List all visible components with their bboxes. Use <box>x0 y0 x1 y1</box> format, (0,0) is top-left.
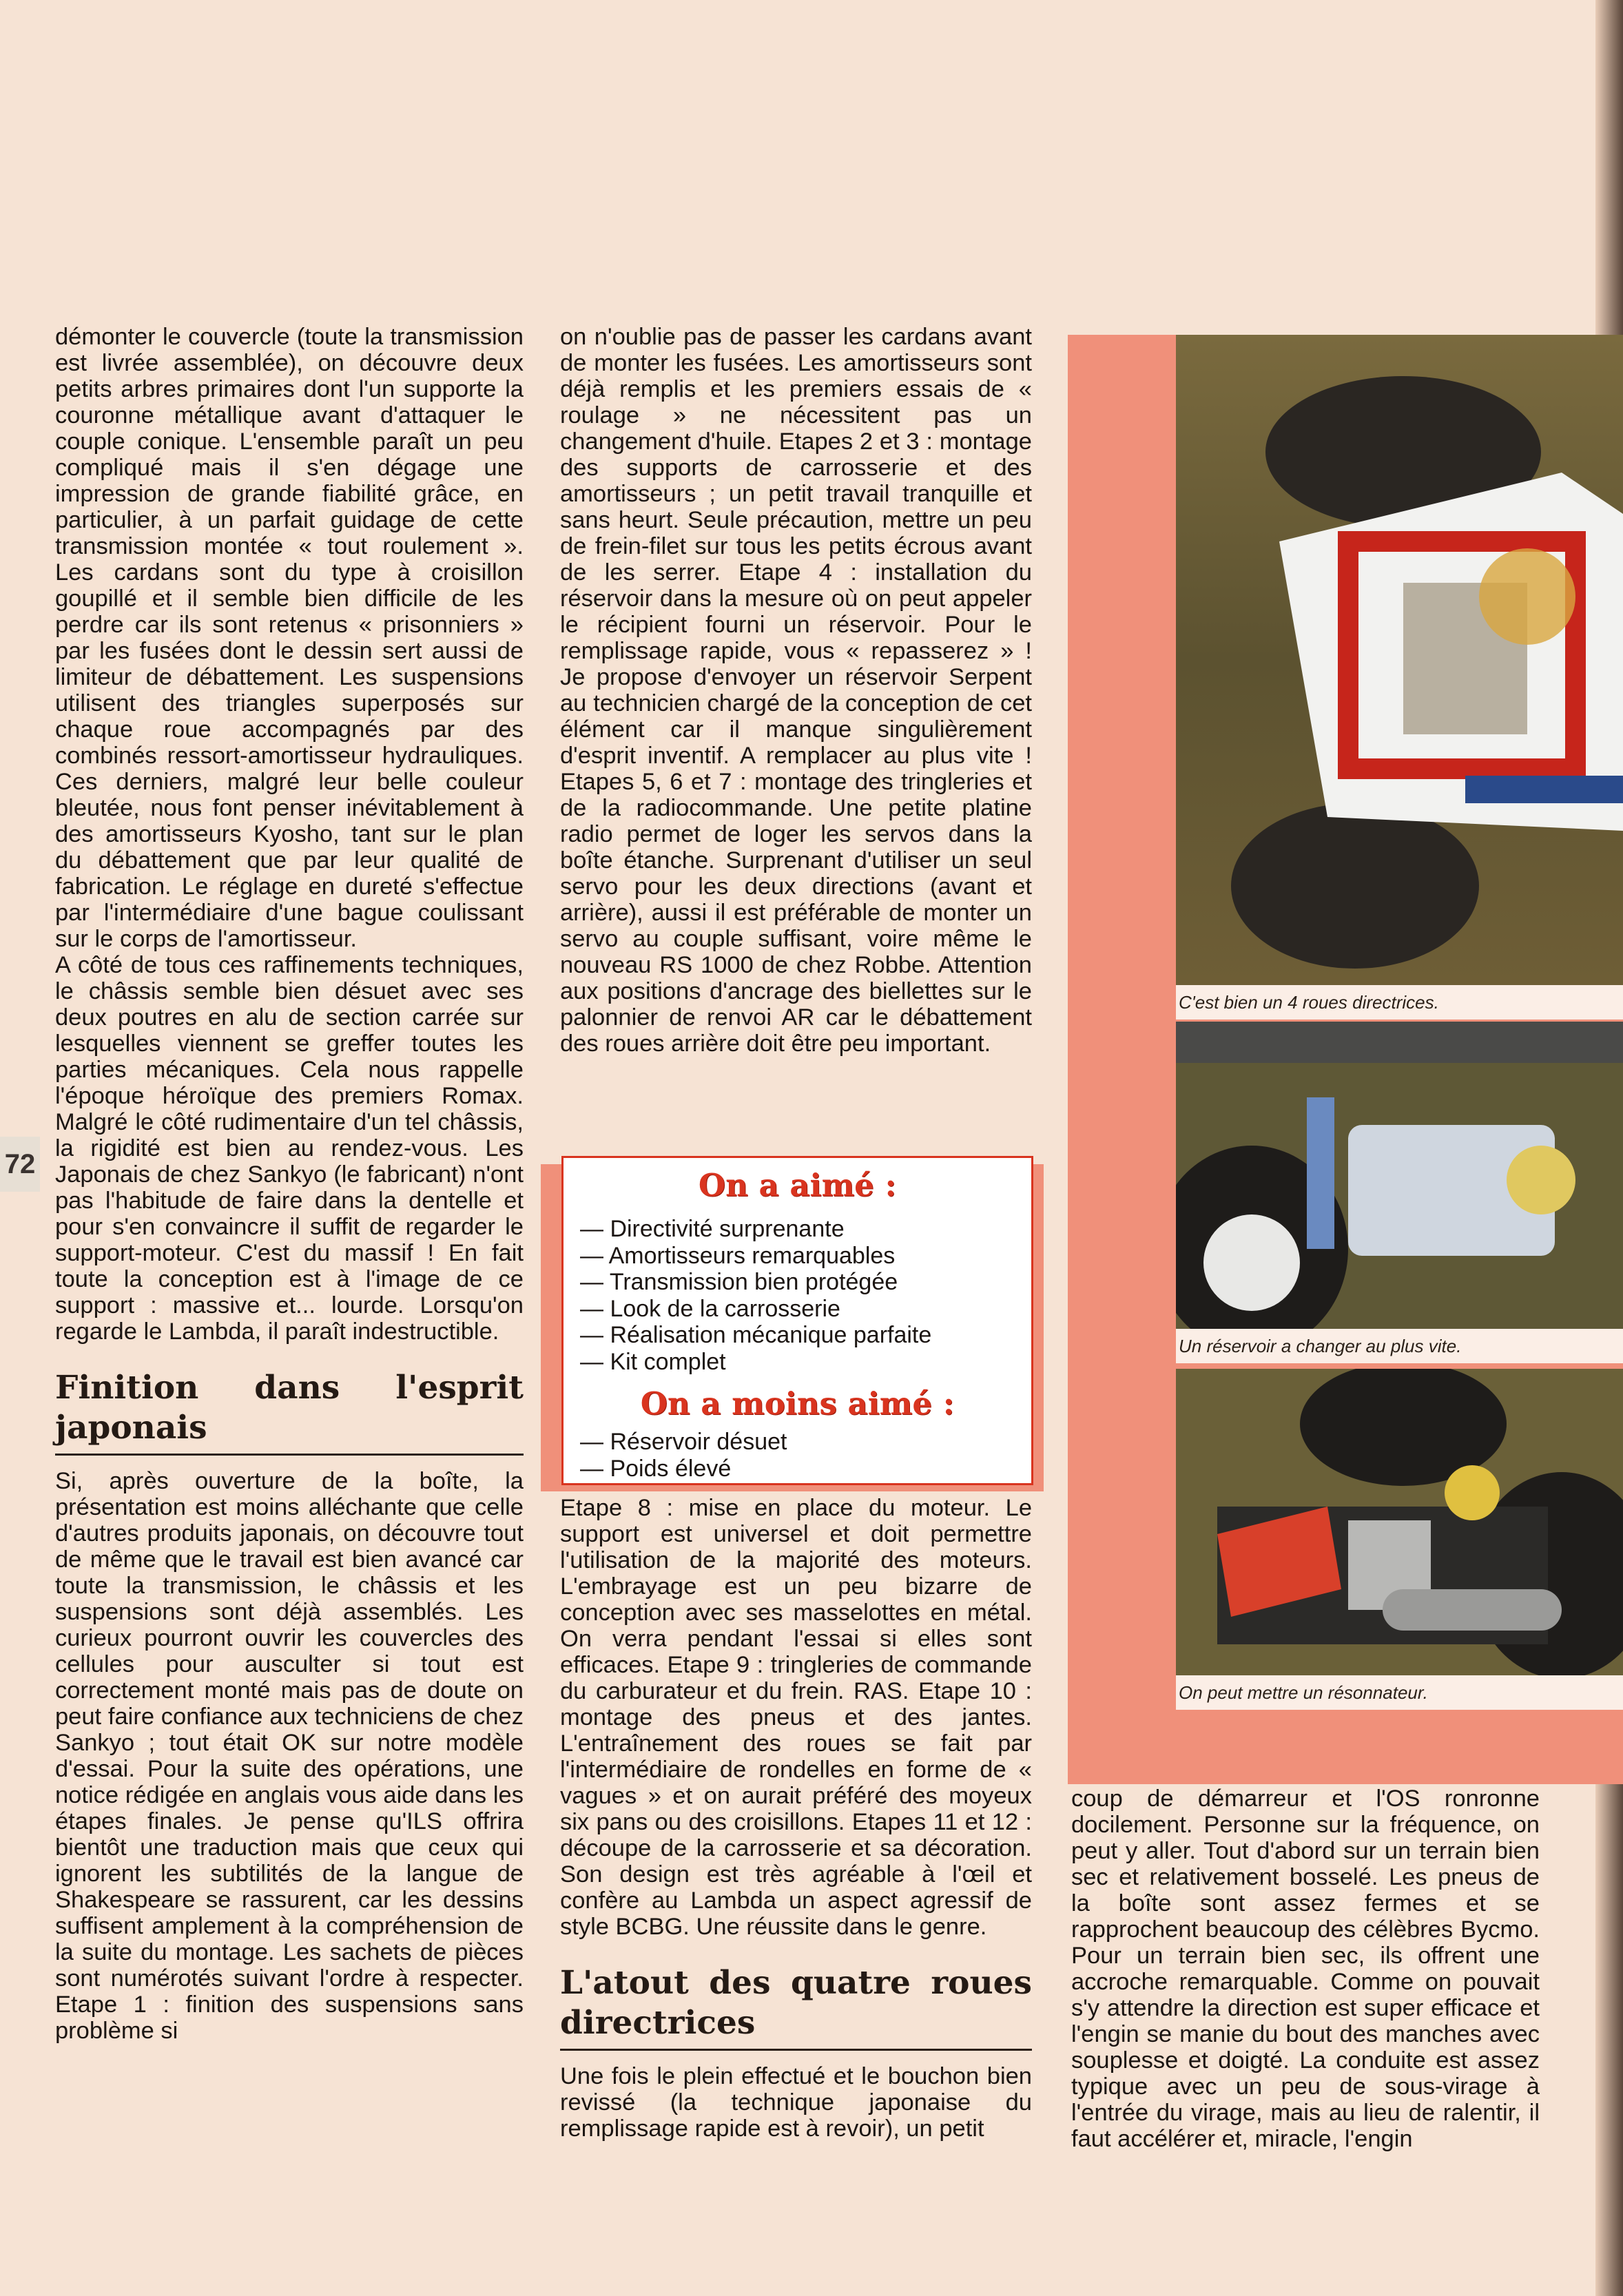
verdict-box <box>561 1156 1033 1485</box>
section-heading: Finition dans l'esprit japonais <box>55 1368 524 1456</box>
column-3 <box>1071 1786 1540 2152</box>
column-2 <box>560 324 1032 1057</box>
list-item: — Amortisseurs remarquables <box>580 1243 1016 1270</box>
column-1 <box>55 324 524 2044</box>
paragraph: Une fois le plein effectué et le bouchon bien revissé (la technique japonaise du remplissage rapide est à revoir), un petit <box>560 2063 1032 2142</box>
list-item: — Transmission bien protégée <box>580 1269 1016 1296</box>
photo-caption: On peut mettre un résonnateur. <box>1176 1675 1623 1710</box>
fuel-tank-image <box>1176 1022 1623 1329</box>
list-item: — Réservoir désuet <box>580 1429 1016 1456</box>
liked-title: On a aimé : <box>698 1167 897 1203</box>
liked-list <box>579 1216 1016 1375</box>
disliked-title: On a moins aimé : <box>640 1385 955 1422</box>
engine-image <box>1176 1369 1623 1675</box>
paragraph: coup de démarreur et l'OS ronronne docilement. Personne sur la fréquence, on peut y aller. Tout d'abord sur un terrain bien sec et relativement bosselé. Les pneus de la boîte sont assez fermes et se rapprochent beaucoup des célèbres Bycmo. Pour un terrain bien sec, ils offrent une accroche remarquable. Comme on pouvait s'y attendre la direction est super efficace et l'engin se manie du bout des manches avec souplesse et doigté. La conduite est assez typique avec un peu de sous-virage à l'entrée du virage, mais au lieu de ralentir, il faut accélérer et, miracle, l'engin <box>1071 1786 1540 2152</box>
paragraph: A côté de tous ces raffinements techniques, le châssis semble bien désuet avec ses deux poutres en alu de section carrée sur lesquelles viennent se greffer toutes les parties mécaniques. Cela nous rappelle l'époque héroïque des premiers Romax. Malgré le côté rudimentaire d'un tel châssis, la rigidité est bien au rendez-vous. Les Japonais de chez Sankyo (le fabricant) n'ont pas l'habitude de faire dans la dentelle et pour s'en convaincre il suffit de regarder le support-moteur. C'est du massif ! En fait toute la conception est à l'image de ce support : massive et... lourde. Lorsqu'on regarde le Lambda, il paraît indestructible. <box>55 952 524 1345</box>
paragraph: Etape 8 : mise en place du moteur. Le support est universel et doit permettre l'utilisation de la majorité des moteurs. L'embrayage est un peu bizarre de conception avec ses masselottes en métal. On verra pendant l'essai si elles sont efficaces. Etape 9 : tringleries de commande du carburateur et du frein. RAS. Etape 10 : montage des pneus et des jantes. L'entraînement des roues se fait par l'intermédiaire de rondelles en forme de « vagues » et on aurait préféré des moyeux six pans ou des croisillons. Etapes 11 et 12 : découpe de la carrosserie et sa décoration. Son design est très agréable à l'œil et confère au Lambda un aspect agressif de style BCBG. Une réussite dans le genre. <box>560 1495 1032 1940</box>
list-item: — Look de la carrosserie <box>580 1296 1016 1323</box>
buggy-front-image <box>1176 335 1623 985</box>
section-heading: L'atout des quatre roues directrices <box>560 1963 1032 2051</box>
photo-buggy-front <box>1176 335 1623 985</box>
photo-engine <box>1176 1369 1623 1675</box>
list-item: — Directivité surprenante <box>580 1216 1016 1243</box>
list-item: — Poids élevé <box>580 1456 1016 1482</box>
list-item: — Kit complet <box>580 1349 1016 1376</box>
photo-caption: C'est bien un 4 roues directrices. <box>1176 985 1623 1020</box>
column-2-continued <box>560 1495 1032 2142</box>
disliked-list <box>579 1429 1016 1482</box>
photo-caption: Un réservoir a changer au plus vite. <box>1176 1329 1623 1363</box>
paragraph: on n'oublie pas de passer les cardans avant de monter les fusées. Les amortisseurs sont déjà remplis et les premiers essais de « roulage » ne nécessitent pas un changement d'huile. Etapes 2 et 3 : montage des supports de carrosserie et des amortisseurs ; un petit travail tranquille et sans heurt. Seule précaution, mettre un peu de frein-filet sur tous les petits écrous avant de les serrer. Etape 4 : installation du réservoir dans la mesure où on peut appeler le récipient fourni un réservoir. Pour le remplissage rapide, vous « repasserez » ! Je propose d'envoyer un réservoir Serpent au technicien chargé de la conception de cet élément car il manque singulièrement d'esprit inventif. A remplacer au plus vite ! Etapes 5, 6 et 7 : montage des tringleries et de la radiocommande. Une petite platine radio permet de loger les servos dans la boîte étanche. Surprenant d'utiliser un seul servo pour les deux directions (avant et arrière), aussi il est préférable de monter un servo au couple suffisant, voire même le nouveau RS 1000 de chez Robbe. Attention aux positions d'ancrage des biellettes sur le palonnier de renvoi AR car le débattement des roues arrière doit être peu important. <box>560 324 1032 1057</box>
page-number: 72 <box>0 1137 40 1192</box>
paragraph: Si, après ouverture de la boîte, la présentation est moins alléchante que celle d'autres produits japonais, on découvre tout de même que le travail est bien avancé car toute la transmission, le châssis et les suspensions sont déjà assemblés. Les curieux pourront ouvrir les couvercles des cellules pour ausculter si tout est correctement monté mais pas de doute on peut faire confiance aux techniciens de chez Sankyo ; tout était OK sur notre modèle d'essai. Pour la suite des opérations, une notice rédigée en anglais vous aide dans les étapes finales. Je pense qu'ILS offrira bientôt une traduction mais que ceux qui ignorent les subtilités de la langue de Shakespeare se rassurent, car les dessins suffisent amplement à la compréhension de la suite du montage. Les sachets de pièces sont numérotés suivant l'ordre à respecter. Etape 1 : finition des suspensions sans problème si <box>55 1468 524 2044</box>
photo-fuel-tank <box>1176 1022 1623 1329</box>
list-item: — Réalisation mécanique parfaite <box>580 1322 1016 1349</box>
paragraph: démonter le couvercle (toute la transmission est livrée assemblée), on découvre deux petits arbres primaires dont l'un supporte la couronne métallique avant d'attaquer le couple conique. L'ensemble paraît un peu compliqué mais il s'en dégage une impression de grande fiabilité grâce, en particulier, à un parfait guidage de cette transmission montée « tout roulement ». Les cardans sont du type à croisillon goupillé et il semble bien difficile de les perdre car ils sont retenus « prisonniers » par les fusées dont le dessin sert aussi de limiteur de débattement. Les suspensions utilisent des triangles superposés sur chaque roue accompagnés par des combinés ressort-amortisseur hydrauliques. Ces derniers, malgré leur belle couleur bleutée, nous font penser inévitablement à des amortisseurs Kyosho, tant sur le plan du débattement que par leur qualité de fabrication. Le réglage en dureté s'effectue par l'intermédiaire d'une bague coulissant sur le corps de l'amortisseur. <box>55 324 524 952</box>
